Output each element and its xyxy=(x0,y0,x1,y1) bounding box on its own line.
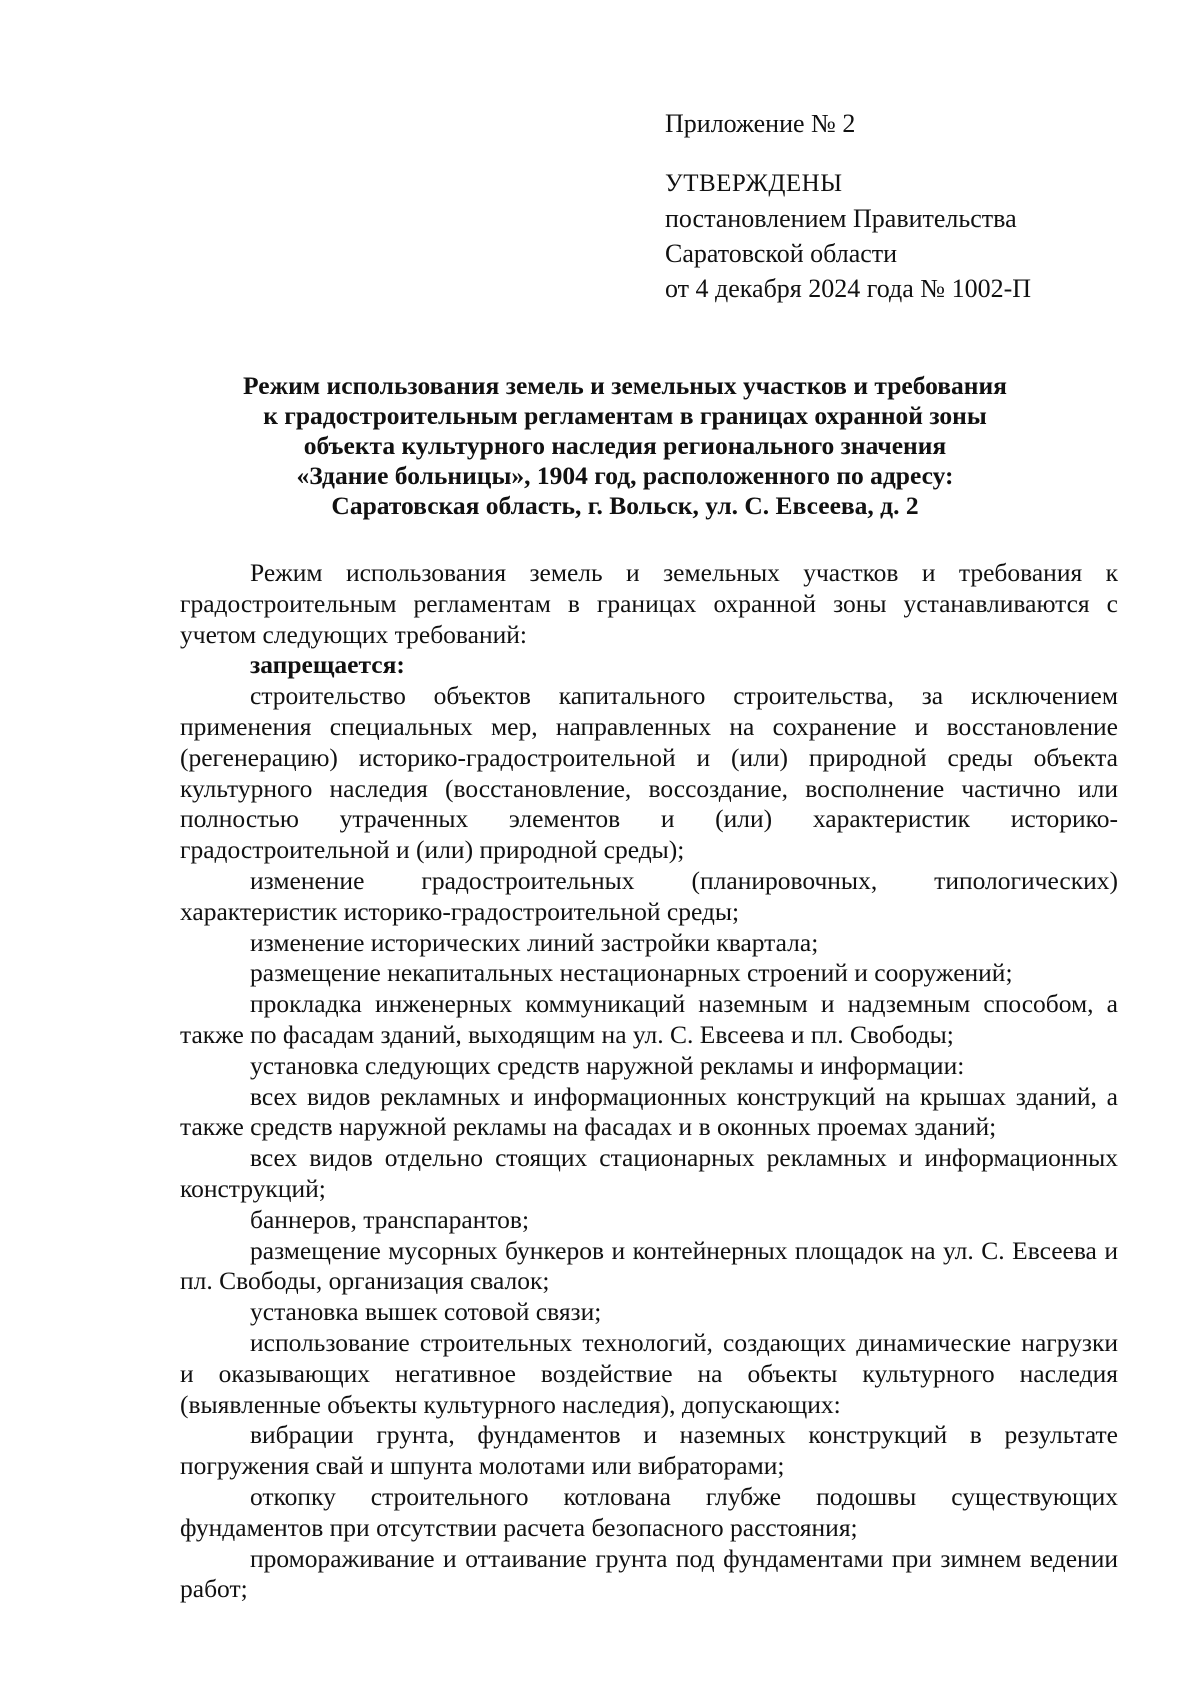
approval-block xyxy=(665,106,1145,306)
list-item: баннеров, транспарантов; xyxy=(250,1204,530,1234)
intro-paragraph: Режим использования земель и земельных участков и требования к градостроительным регламентам в границах охранной зоны устанавливаются с учетом следующих требований: xyxy=(180,558,1118,649)
list-item: установка вышек сотовой связи; xyxy=(250,1297,602,1327)
list-item: использование строительных технологий, создающих динамические нагрузки и оказывающих негативное воздействие на объекты культурного наследия (выявленные объекты культурного наследия), допускающих: xyxy=(180,1327,1118,1419)
list-item: вибрации грунта, фундаментов и наземных конструкций в результате погружения свай и шпунта молотами или вибраторами; xyxy=(180,1420,1118,1481)
document-title xyxy=(180,371,1070,521)
list-item: всех видов рекламных и информационных конструкций на крышах зданий, а также средств наружной рекламы на фасадах и в оконных проемах зданий; xyxy=(180,1081,1118,1142)
list-item: размещение некапитальных нестационарных строений и сооружений; xyxy=(250,958,1013,988)
list-item: изменение исторических линий застройки квартала; xyxy=(250,927,819,957)
approved-date: от 4 декабря 2024 года № 1002-П xyxy=(665,274,1032,303)
appendix-label: Приложение № 2 xyxy=(665,109,856,138)
list-item: откопку строительного котлована глубже подошвы существующих фундаментов при отсутствии расчета безопасного расстояния; xyxy=(180,1481,1118,1542)
list-item: изменение градостроительных (планировочных, типологических) характеристик историко-градостроительной среды; xyxy=(180,865,1118,926)
title-line: к градостроительным регламентам в границах охранной зоны xyxy=(263,401,987,430)
list-item: всех видов отдельно стоящих стационарных рекламных и информационных конструкций; xyxy=(180,1143,1118,1203)
prohibited-heading: запрещается: xyxy=(250,650,405,680)
list-item: размещение мусорных бункеров и контейнерных площадок на ул. С. Евсеева и пл. Свободы, организация свалок; xyxy=(180,1235,1118,1296)
list-item: строительство объектов капитального строительства, за исключением применения специальных мер, направленных на сохранение и восстановление (регенерацию) историко-градостроительной и (или) природной среды объекта культурного наследия (восстановление, воссоздание, восполнение частично или полностью утраченных элементов и (или) характеристик историко-градостроительной и (или) природной среды); xyxy=(180,681,1118,865)
list-item: промораживание и оттаивание грунта под фундаментами при зимнем ведении работ; xyxy=(180,1543,1118,1604)
title-line: «Здание больницы», 1904 год, расположенного по адресу: xyxy=(296,461,954,490)
title-line: Режим использования земель и земельных участков и требования xyxy=(243,371,1007,400)
approved-label: УТВЕРЖДЕНЫ xyxy=(665,170,843,197)
title-line: объекта культурного наследия регионального значения xyxy=(303,431,947,460)
approved-by-line-1: постановлением Правительства xyxy=(665,204,1017,233)
document-body xyxy=(180,558,1118,1605)
approved-by-line-2: Саратовской области xyxy=(665,239,898,268)
title-line: Саратовская область, г. Вольск, ул. С. Евсеева, д. 2 xyxy=(331,491,919,520)
list-item: установка следующих средств наружной рекламы и информации: xyxy=(250,1050,965,1080)
list-item: прокладка инженерных коммуникаций наземным и надземным способом, а также по фасадам зданий, выходящим на ул. С. Евсеева и пл. Свободы; xyxy=(180,989,1118,1049)
